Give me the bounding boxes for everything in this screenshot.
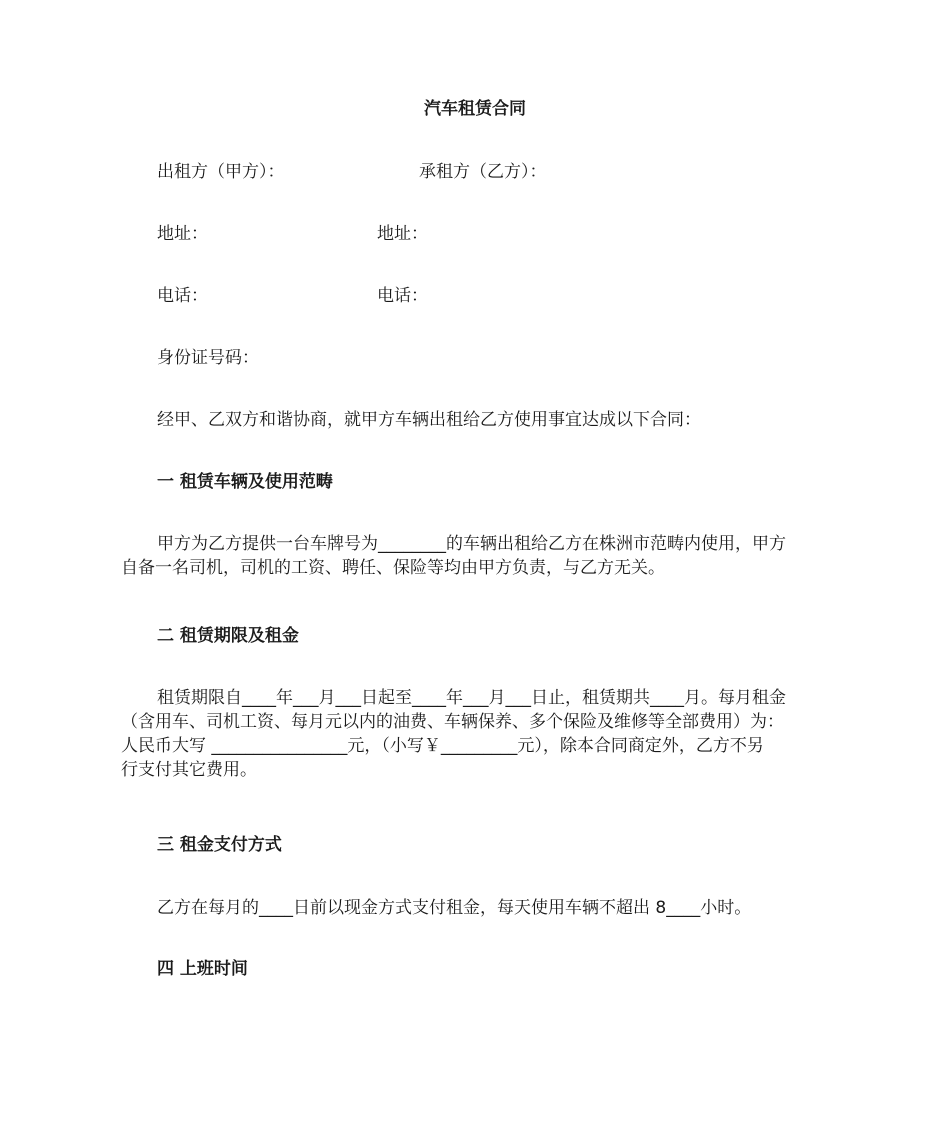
section2-heading: 二 租赁期限及租金 <box>157 626 299 646</box>
lessor-phone-label: 电话： <box>157 286 208 306</box>
document-title: 汽车租赁合同 <box>424 99 526 119</box>
section1-heading: 一 租赁车辆及使用范畴 <box>157 472 333 492</box>
lessee-phone-label: 电话： <box>377 286 428 306</box>
section1-line-2: 自备一名司机，司机的工资、聘任、保险等均由甲方负责，与乙方无关。 <box>121 558 665 578</box>
section3-heading: 三 租金支付方式 <box>157 835 282 855</box>
section2-line-2: （含用车、司机工资、每月元以内的油费、车辆保养、多个保险及维修等全部费用）为： <box>121 712 784 732</box>
section2-line-4: 行支付其它费用。 <box>121 760 257 780</box>
lessor-label: 出租方（甲方）： <box>157 162 285 182</box>
intro-paragraph: 经甲、乙双方和谐协商，就甲方车辆出租给乙方使用事宜达成以下合同： <box>157 410 701 430</box>
lessee-label: 承租方（乙方）： <box>419 162 547 182</box>
section3-paragraph: 乙方在每月的____日前以现金方式支付租金，每天使用车辆不超出 8____小时。 <box>157 898 752 918</box>
section2-paragraph <box>121 686 831 782</box>
section2-line-1: 租赁期限自____年___月___日起至____年___月___日止，租赁期共____月。每月租金 <box>157 688 786 708</box>
id-number-label: 身份证号码： <box>157 348 259 368</box>
section4-heading: 四 上班时间 <box>157 959 248 979</box>
section2-line-3: 人民币大写 ________________元，（小写￥_________元），除本合同商定外，乙方不另 <box>121 736 764 756</box>
lessee-address-label: 地址： <box>377 224 428 244</box>
lessor-address-label: 地址： <box>157 224 208 244</box>
section1-line-1: 甲方为乙方提供一台车牌号为________的车辆出租给乙方在株洲市范畴内使用，甲方 <box>157 534 786 554</box>
section1-paragraph <box>121 532 831 580</box>
